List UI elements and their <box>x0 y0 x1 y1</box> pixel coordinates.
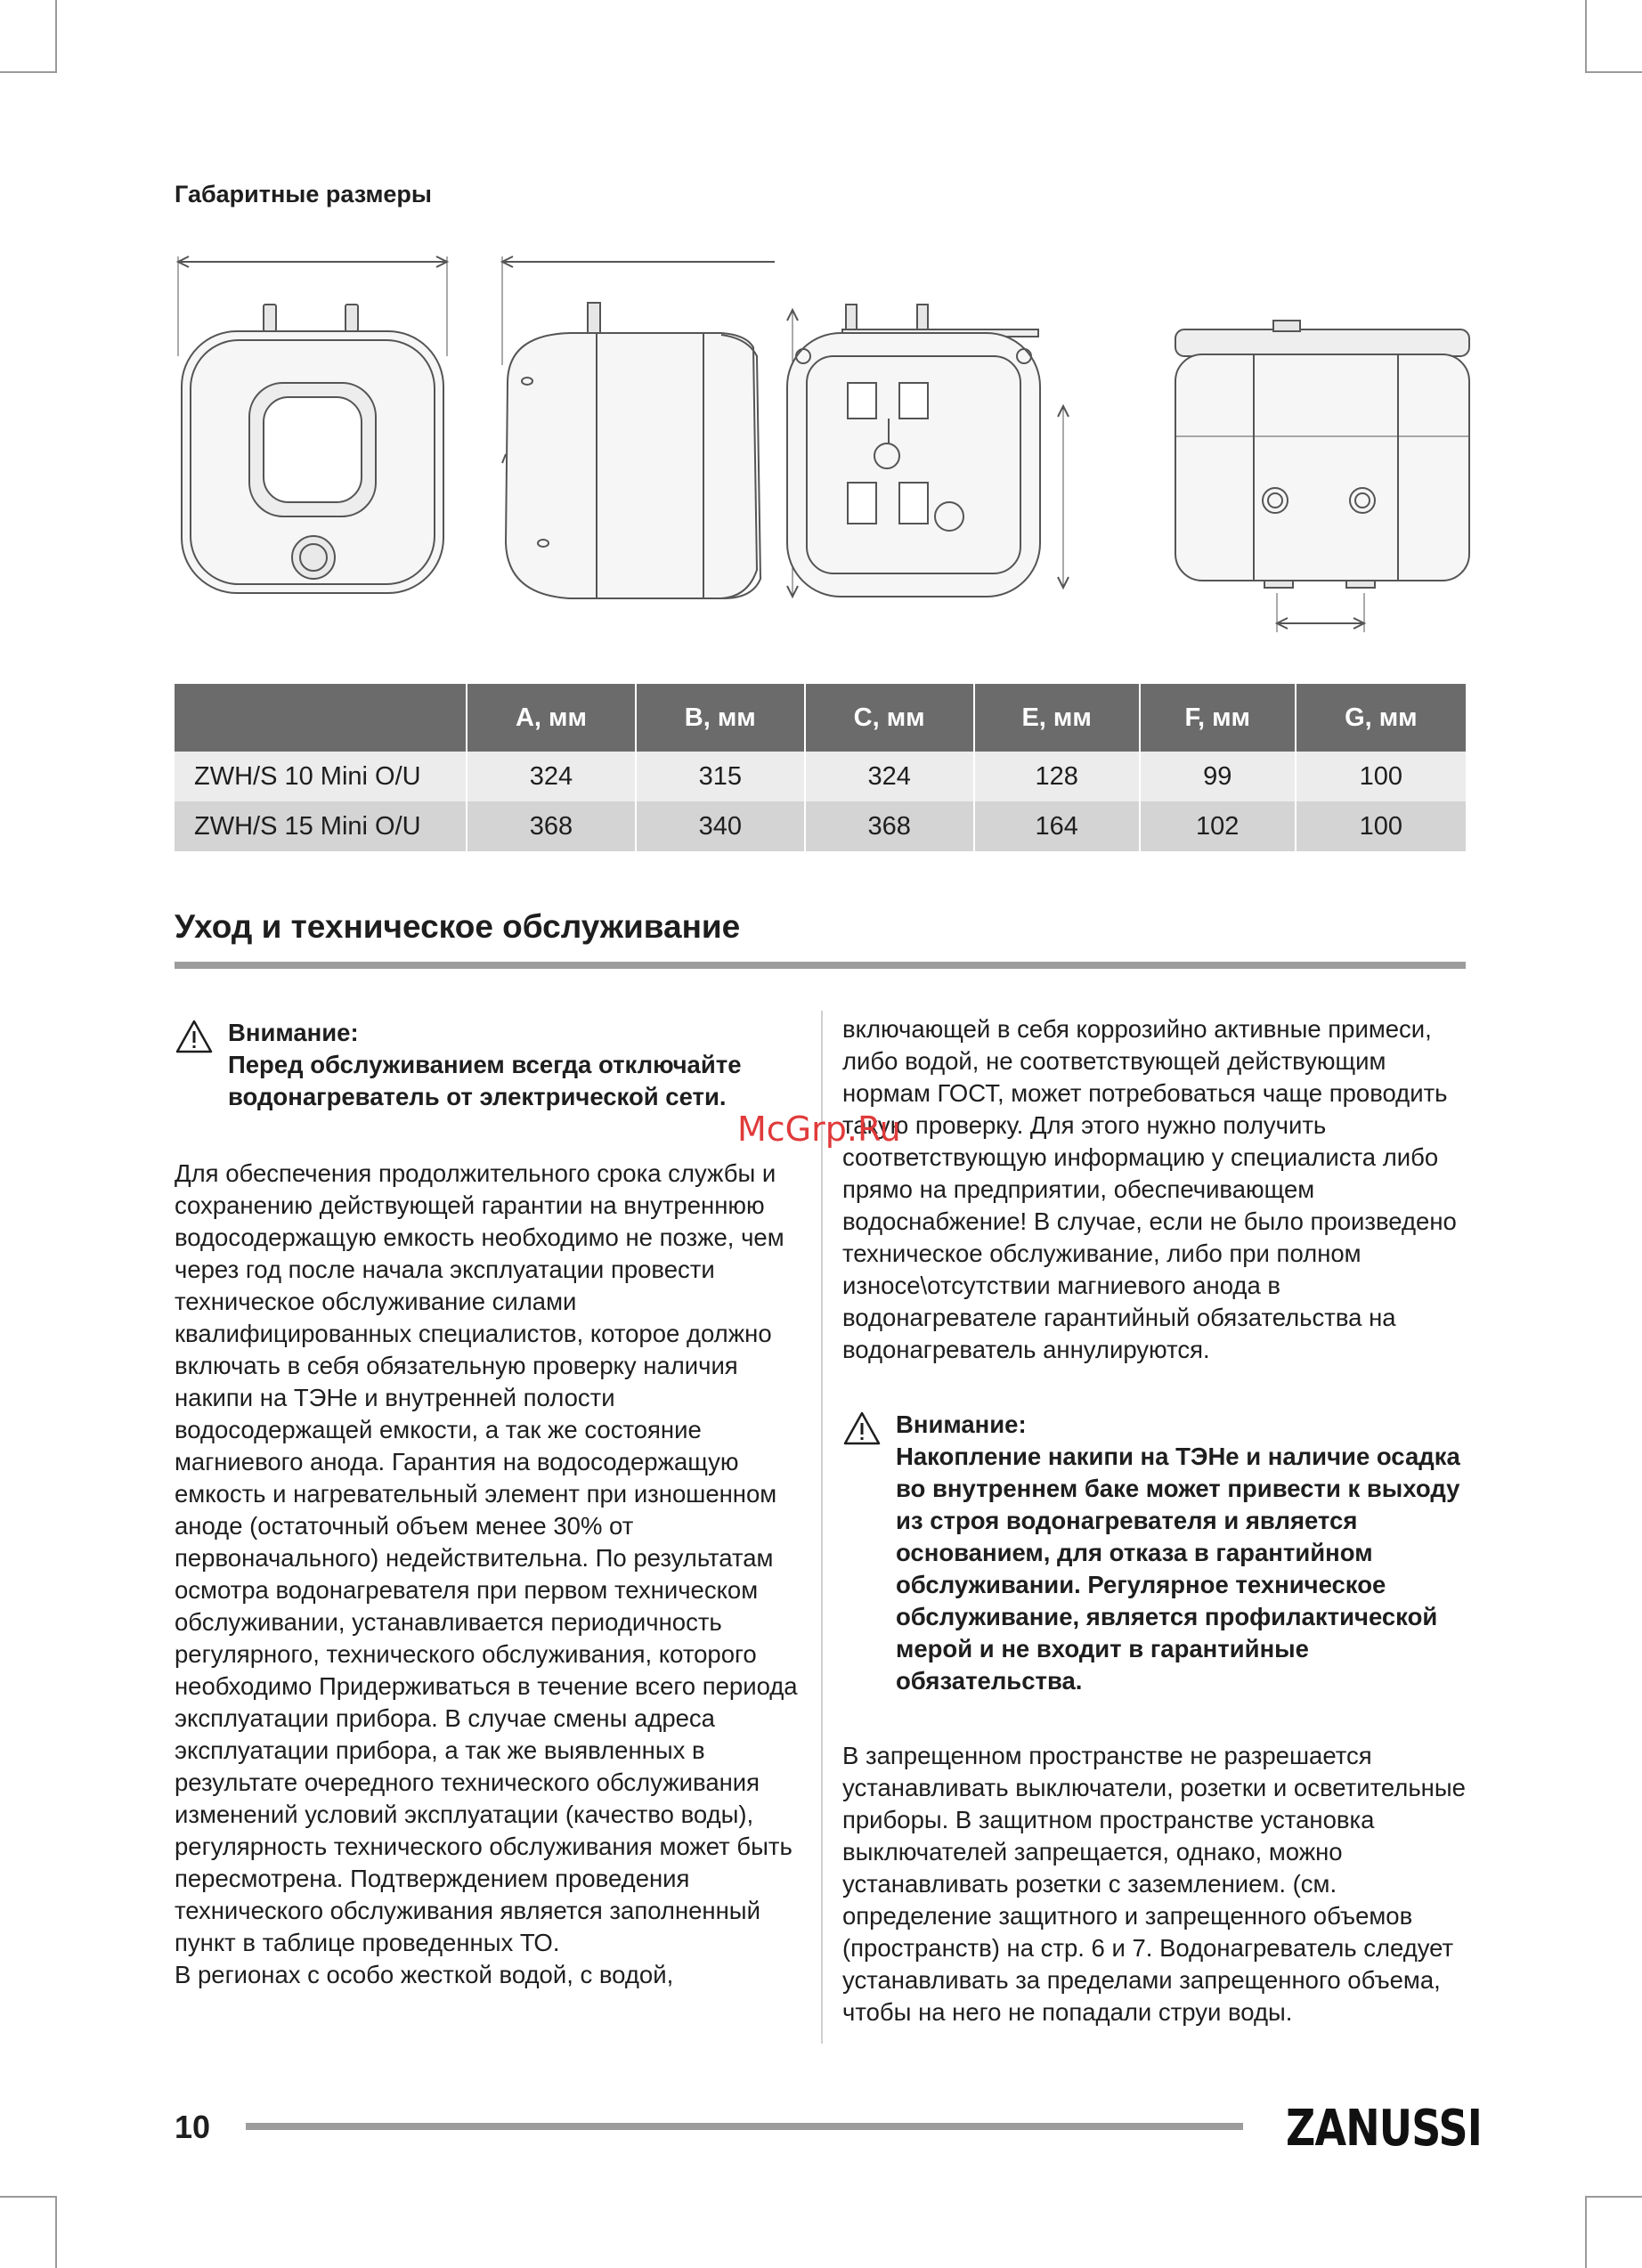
crop-mark <box>0 2196 55 2198</box>
crop-mark <box>55 0 57 73</box>
table-cell: 99 <box>1140 752 1296 801</box>
table-cell: 368 <box>467 801 636 851</box>
warning-text: Перед обслуживанием всегда отключайте водонагреватель от электрической сети. <box>228 1051 742 1110</box>
left-column <box>175 1017 798 1991</box>
table-cell: 324 <box>467 752 636 801</box>
body-paragraph: В регионах с особо жесткой водой, с водой, <box>175 1961 674 1988</box>
front-view-drawing <box>178 256 447 593</box>
table-header-cell <box>175 684 467 752</box>
crop-mark <box>1587 2196 1642 2198</box>
warning-text: Накопление накипи на ТЭНе и наличие осадка во внутреннем баке может привести к выходу из строя водонагревателя и является основанием, для отказа в гарантийном обслуживании. Регулярное техническое обслуживание, является профилактической мерой и не входит в гарантийные обязательства. <box>896 1443 1460 1695</box>
crop-mark <box>1585 0 1587 73</box>
table-row <box>175 752 1466 801</box>
table-cell: 100 <box>1296 801 1466 851</box>
table-header-cell: B, мм <box>636 684 805 752</box>
dimensions-heading: Габаритные размеры <box>175 181 432 207</box>
table-cell: 368 <box>805 801 974 851</box>
column-divider <box>821 1011 823 2044</box>
back-view-drawing <box>787 305 1069 597</box>
crop-mark <box>1585 2196 1587 2268</box>
crop-mark <box>0 71 55 73</box>
table-cell: 340 <box>636 801 805 851</box>
brand-logo: ZANUSSI <box>1286 2100 1482 2158</box>
section-divider <box>175 962 1466 969</box>
table-header-cell: A, мм <box>467 684 636 752</box>
crop-mark <box>55 2196 57 2268</box>
warning-block <box>842 1409 1466 1697</box>
body-paragraph: В запрещенном пространстве не разрешается устанавливать выключатели, розетки и осветительные приборы. В защитном пространстве установка выключателей запрещается, однако, можно устанавливать розетки с заземлением. (см. определение защитного и запрещенного объемов (пространств) на стр. 6 и 7. Водонагреватель следует устанавливать за пределами запрещенного объема, чтобы на него не попадали струи воды. <box>842 1742 1466 2026</box>
table-header-cell: F, мм <box>1140 684 1296 752</box>
table-cell: 102 <box>1140 801 1296 851</box>
crop-mark <box>1587 71 1642 73</box>
warning-label: Внимание: <box>896 1410 1027 1438</box>
table-header-cell: C, мм <box>805 684 974 752</box>
section-title: Уход и техническое обслуживание <box>175 908 741 945</box>
table-cell-model: ZWH/S 10 Mini O/U <box>175 752 467 801</box>
warning-icon <box>175 1019 214 1054</box>
table-cell: 324 <box>805 752 974 801</box>
body-paragraph: включающей в себя коррозийно активные примеси, либо водой, не соответствующей действующим нормам ГОСТ, может потребоваться чаще проводить такую проверку. Для этого нужно получить соответствующую информацию у специалиста либо прямо на предприятии, обеспечивающем водоснабжение! В случае, если не было произведено техническое обслуживание, либо при полном износе\отсутствии магниевого анода в водонагревателе гарантийный обязательства на водонагреватель аннулируются. <box>842 1015 1457 1363</box>
footer-divider <box>246 2123 1243 2130</box>
table-cell: 100 <box>1296 752 1466 801</box>
table-cell: 315 <box>636 752 805 801</box>
table-header-cell: G, мм <box>1296 684 1466 752</box>
table-header-cell: E, мм <box>974 684 1140 752</box>
warning-block <box>175 1017 798 1113</box>
side-view-drawing <box>502 256 798 598</box>
table-header-row <box>175 684 1466 752</box>
table-cell: 164 <box>974 801 1140 851</box>
table-row <box>175 801 1466 851</box>
right-column <box>842 1013 1466 2028</box>
table-cell-model: ZWH/S 15 Mini O/U <box>175 801 467 851</box>
page-number: 10 <box>175 2109 211 2145</box>
warning-label: Внимание: <box>228 1019 359 1046</box>
warning-icon <box>842 1410 882 1446</box>
dimensions-table <box>175 684 1466 851</box>
top-view-drawing <box>1175 321 1469 632</box>
body-paragraph: Для обеспечения продолжительного срока службы и сохранению действующей гарантии на внутреннюю водосодержащую емкость необходимо не позже, чем через год после начала эксплуатации провести техническое обслуживание силами квалифицированных специалистов, которое должно включать в себя обязательную проверку наличия накипи на ТЭНе и внутренней полости водосодержащей емкости, а так же состояние магниевого анода. Гарантия на водосодержащую емкость и нагревательный элемент при изношенном аноде (остаточный объем менее 30% от первоначального) недействительна. По результатам осмотра водонагревателя при первом техническом обслуживании, устанавливается периодичность регулярного, технического обслуживания, которого необходимо Придерживаться в течение всего периода эксплуатации прибора. В случае смены адреса эксплуатации прибора, а так же выявленных в результате очередного технического обслуживания изменений условий эксплуатации (качество воды), регулярность технического обслуживания может быть пересмотрена. Подтверждением проведения технического обслуживания является заполненный пункт в таблице проведенных ТО. <box>175 1159 798 1956</box>
dimension-drawings <box>169 249 1478 641</box>
table-cell: 128 <box>974 752 1140 801</box>
watermark: McGrp.Ru <box>737 1110 901 1149</box>
